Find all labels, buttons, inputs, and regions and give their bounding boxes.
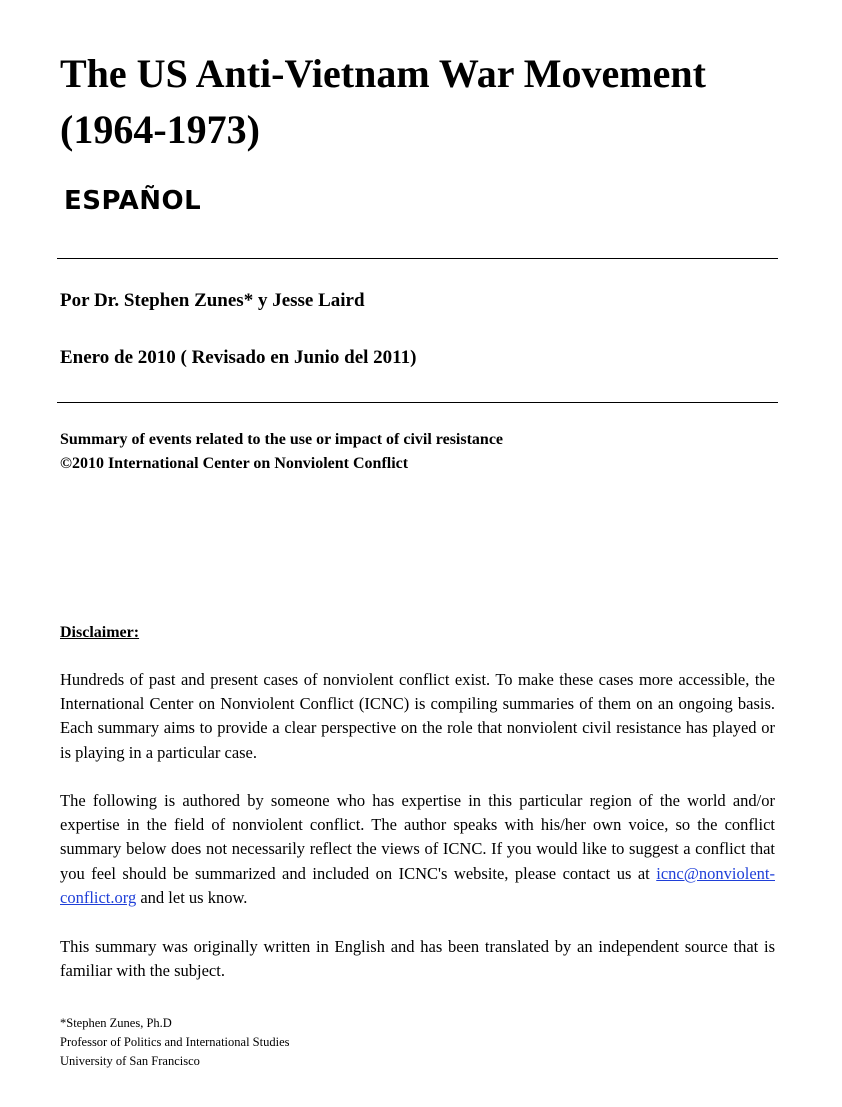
- email-link[interactable]: icnc@nonviolent-conflict.org: [60, 863, 775, 907]
- author-footnote: [60, 1014, 289, 1071]
- top-divider: [57, 258, 778, 259]
- language-label: ESPAÑOL: [64, 186, 202, 216]
- disclaimer-paragraph-1: Hundreds of past and present cases of nonviolent conflict exist. To make these cases more accessible, the International Center on Nonviolent Conflict (ICNC) is compiling summaries of them on an ongoing basis. Each summary aims to provide a clear perspective on the role that nonviolent civil resistance has played or is playing in a particular case.: [60, 670, 775, 762]
- paragraph-2-tail: and let us know.: [136, 887, 248, 907]
- summary-line: Summary of events related to the use or impact of civil resistance: [60, 431, 504, 448]
- footnote-line-1: *Stephen Zunes, Ph.D: [60, 1016, 172, 1030]
- disclaimer-paragraph-2: [60, 789, 775, 910]
- footnote-line-3: University of San Francisco: [60, 1054, 200, 1068]
- copyright-line: ©2010 International Center on Nonviolent Conflict: [60, 455, 409, 472]
- title-line-2: (1964-1973): [60, 107, 260, 152]
- title-line-1: The US Anti-Vietnam War Movement: [60, 51, 706, 96]
- author-byline: Por Dr. Stephen Zunes* y Jesse Laird: [60, 290, 365, 311]
- publication-date: Enero de 2010 ( Revisado en Junio del 2011): [60, 347, 417, 368]
- disclaimer-paragraph-3: This summary was originally written in English and has been translated by an independent source that is familiar with the subject.: [60, 937, 775, 981]
- footnote-line-2: Professor of Politics and International Studies: [60, 1035, 290, 1049]
- document-title: [60, 46, 800, 158]
- summary-block: [60, 428, 503, 476]
- paragraph-2-text: The following is authored by someone who has expertise in this particular region of the world and/or expertise in the field of nonviolent conflict. The author speaks with his/her own voice, so the conflict summary below does not necessarily reflect the views of ICNC. If you would like to suggest a conflict that you feel should be summarized and included on ICNC's website, please contact us at: [60, 791, 775, 883]
- bottom-divider: [57, 402, 778, 403]
- disclaimer-heading: Disclaimer:: [60, 624, 140, 641]
